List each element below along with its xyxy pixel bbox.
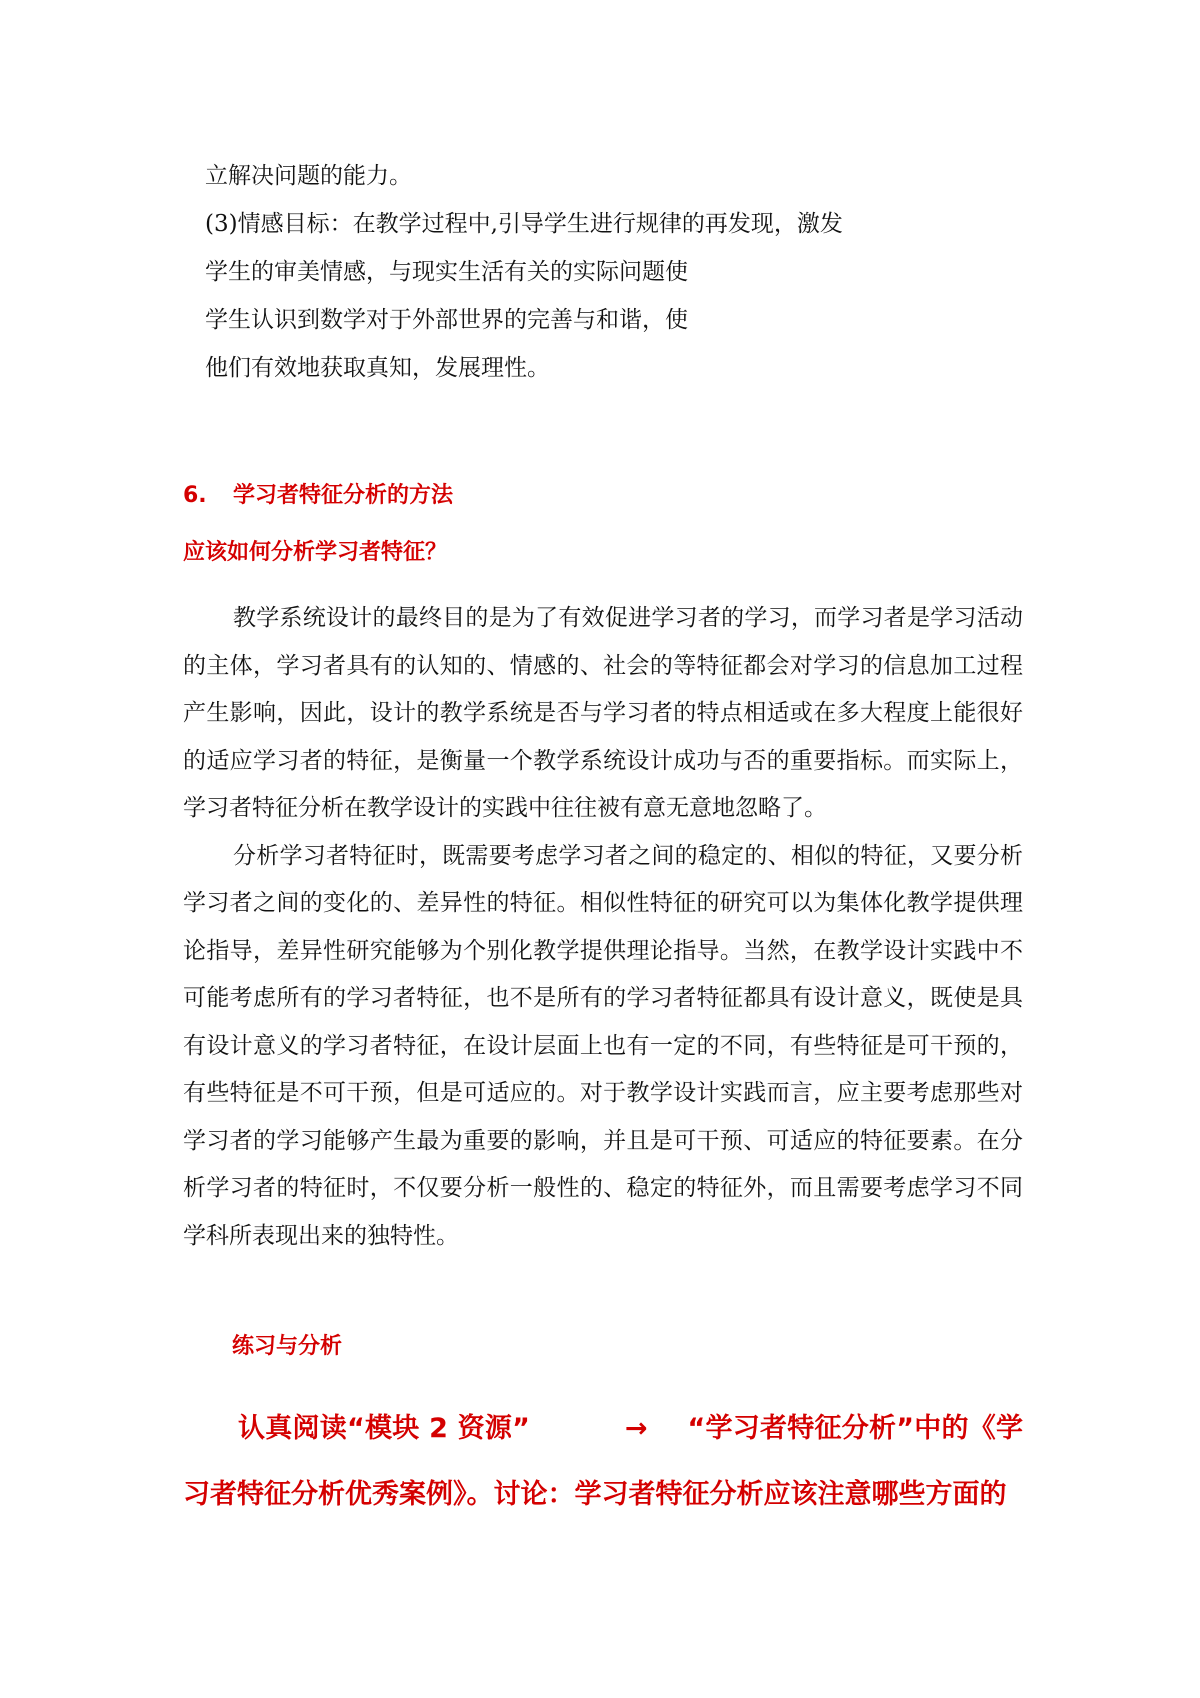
body-paragraph: 分析学习者特征时，既需要考虑学习者之间的稳定的、相似的特征，又要分析学习者之间的变化的、差异性的特征。相似性特征的研究可以为集体化教学提供理论指导，差异性研究能够为个别化教学提供理论指导。当然，在教学设计实践中不可能考虑所有的学习者特征，也不是所有的学习者特征都具有设计意义，既使是具有设计意义的学习者特征，在设计层面上也有一定的不同，有些特征是可干预的，有些特征是不可干预，但是可适应的。对于教学设计实践而言，应主要考虑那些对学习者的学习能够产生最为重要的影响，并且是可干预、可适应的特征要素。在分析学习者的特征时，不仅要分析一般性的、稳定的特征外，而且需要考虑学习不同学科所表现出来的独特性。 <box>183 842 1023 1249</box>
section-question: 应该如何分析学习者特征？ <box>183 540 448 565</box>
arrow-icon: → <box>624 1413 648 1444</box>
intro-line: 学生的审美情感，与现实生活有关的实际问题使 <box>205 259 688 285</box>
exercise-task <box>183 1396 1023 1528</box>
section-title: 学习者特征分析的方法 <box>233 483 454 508</box>
body-text <box>183 595 1023 1260</box>
task-text-part2: “学习者特征分析”中的《学习者特征分析优秀案例》。讨论：学习者特征分析应该注意哪些方面的 <box>183 1413 1023 1510</box>
intro-line: 立解决问题的能力。 <box>205 163 412 189</box>
exercise-title: 练习与分析 <box>232 1334 343 1359</box>
task-text-part1: 认真阅读“模块 2 资源” <box>238 1413 530 1444</box>
intro-line: 学生认识到数学对于外部世界的完善与和谐，使 <box>205 307 688 333</box>
section-heading <box>183 478 453 509</box>
body-paragraph: 教学系统设计的最终目的是为了有效促进学习者的学习，而学习者是学习活动的主体，学习者具有的认知的、情感的、社会的等特征都会对学习的信息加工过程产生影响，因此，设计的教学系统是否与学习者的特点相适或在多大程度上能很好的适应学习者的特征，是衡量一个教学系统设计成功与否的重要指标。而实际上，学习者特征分析在教学设计的实践中往往被有意无意地忽略了。 <box>183 605 1023 821</box>
intro-line: (3)情感目标：在教学过程中,引导学生进行规律的再发现，激发 <box>205 211 843 237</box>
intro-line: 他们有效地获取真知，发展理性。 <box>205 355 550 381</box>
intro-block <box>205 152 1005 392</box>
section-number: 6. <box>183 483 207 508</box>
